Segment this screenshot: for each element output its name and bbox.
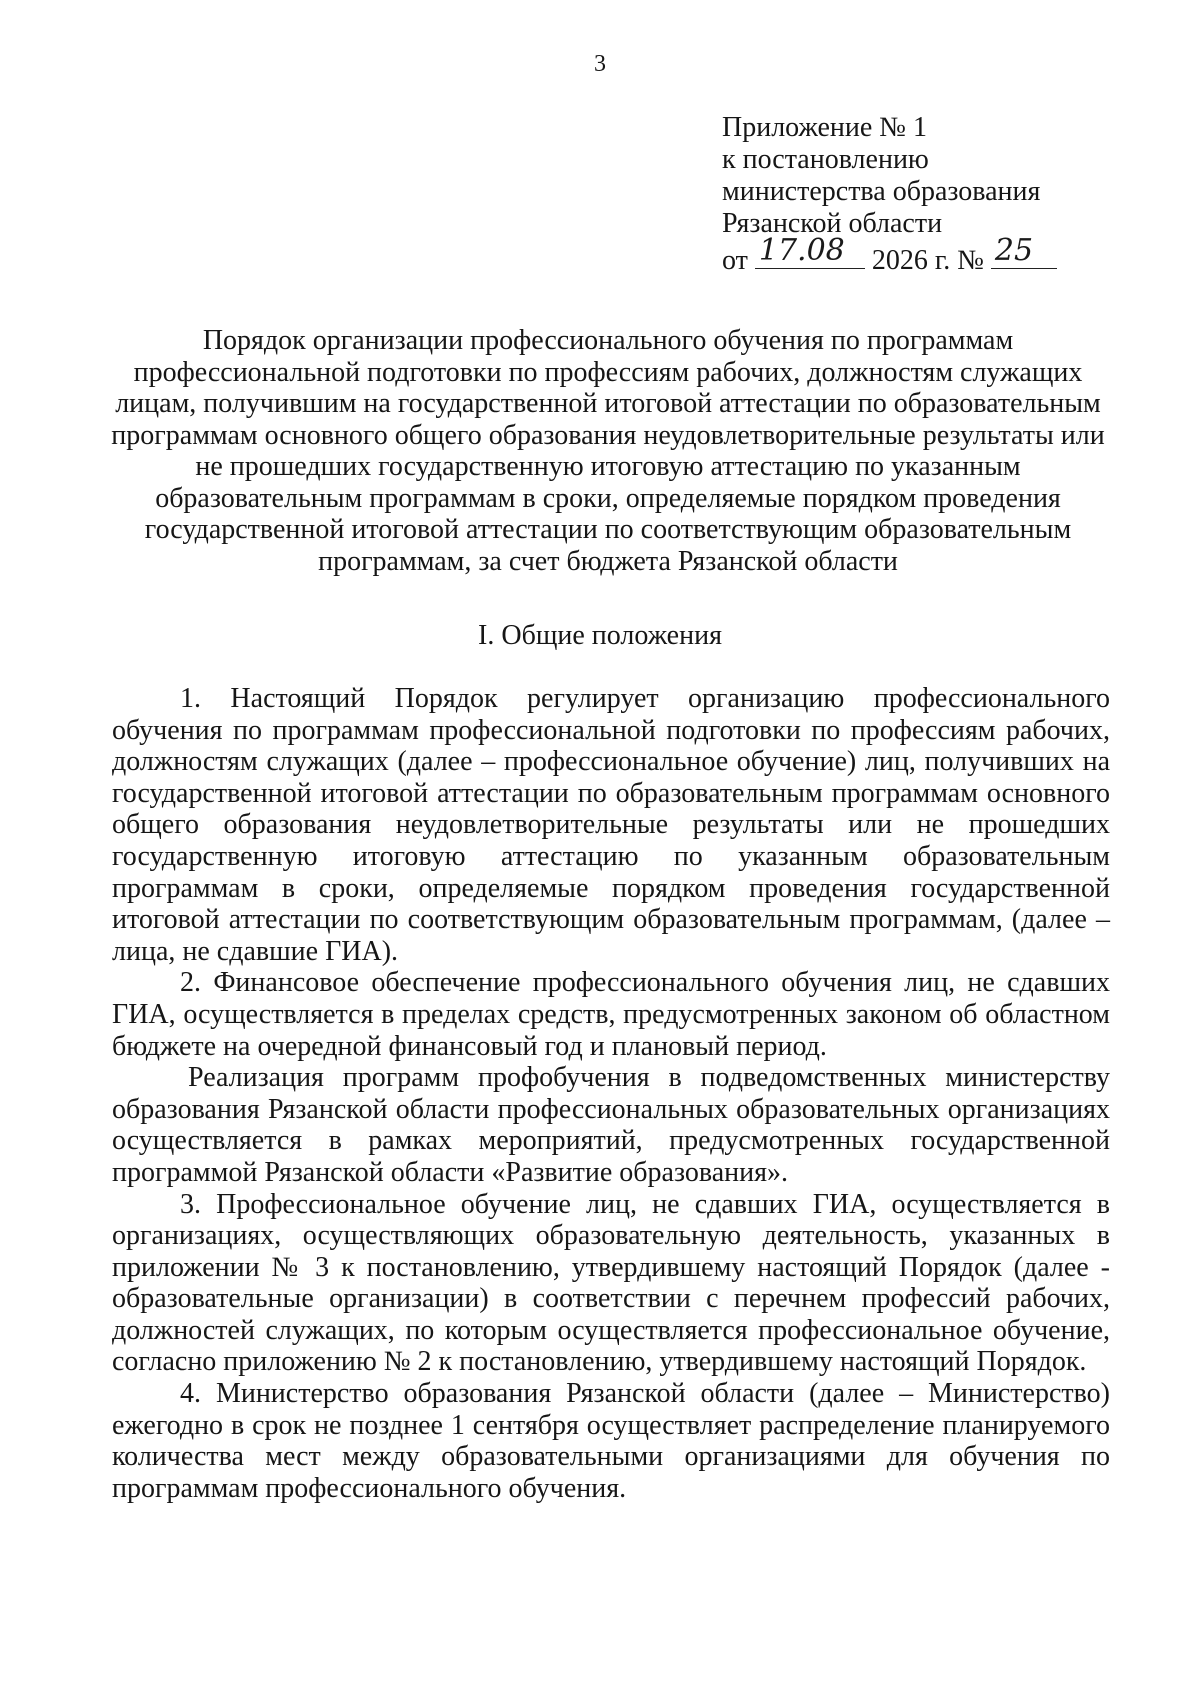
appendix-date-line xyxy=(722,233,1057,277)
paragraph-3: 3. Профессиональное обучение лиц, не сдавших ГИА, осуществляется в организациях, осуществляющих образовательную деятельность, указанных в приложении № 3 к постановлению, утвердившему настоящий Порядок (далее - образовательные организации) в соответствии с перечнем профессий рабочих, должностей служащих, по которым осуществляется профессиональное обучение, согласно приложению № 2 к постановлению, утвердившему настоящий Порядок. xyxy=(112,1188,1110,1378)
section-heading: I. Общие положения xyxy=(478,620,722,651)
appendix-line-4: Рязанской области xyxy=(722,208,943,239)
appendix-line-2: к постановлению xyxy=(722,144,929,175)
body-text xyxy=(112,683,1110,1504)
appendix-line-1: Приложение № 1 xyxy=(722,112,927,143)
year-number-label: 2026 г. № xyxy=(871,245,984,276)
document-title: Порядок организации профессионального обучения по программам профессиональной подготовки по профессиям рабочих, должностям служащих лицам, получившим на государственной итоговой аттестации по образовательным программам основного общего образования неудовлетворительные результаты или не прошедших государственную итоговую аттестацию по указанным образовательным программам в сроки, определяемые порядком проведения государственной итоговой аттестации по соответствующим образовательным программам, за счет бюджета Рязанской области xyxy=(111,325,1105,577)
number-field xyxy=(991,233,1057,269)
handwritten-number: 25 xyxy=(994,233,1034,268)
appendix-block xyxy=(722,112,1057,277)
appendix-line-3: министерства образования xyxy=(722,176,1041,207)
handwritten-date: 17.08 xyxy=(758,233,845,268)
paragraph-4: 4. Министерство образования Рязанской области (далее – Министерство) ежегодно в срок не позднее 1 сентября осуществляет распределение планируемого количества мест между образовательными организациями для обучения по программам профессионального обучения. xyxy=(112,1378,1110,1504)
date-prefix: от xyxy=(722,245,748,276)
paragraph-2-continuation: Реализация программ профобучения в подведомственных министерству образования Рязанской области профессиональных образовательных организациях осуществляется в рамках мероприятий, предусмотренных государственной программой Рязанской области «Развитие образования». xyxy=(112,1062,1110,1188)
paragraph-2: 2. Финансовое обеспечение профессионального обучения лиц, не сдавших ГИА, осуществляется в пределах средств, предусмотренных законом об областном бюджете на очередной финансовый год и плановый период. xyxy=(112,967,1110,1062)
page-number: 3 xyxy=(594,51,606,77)
paragraph-1: 1. Настоящий Порядок регулирует организацию профессионального обучения по программам профессиональной подготовки по профессиям рабочих, должностям служащих (далее – профессиональное обучение) лиц, получивших на государственной итоговой аттестации по образовательным программам основного общего образования неудовлетворительные результаты или не прошедших государственную итоговую аттестацию по указанным образовательным программам в сроки, определяемые порядком проведения государственной итоговой аттестации по соответствующим образовательным программам, (далее – лица, не сдавшие ГИА). xyxy=(112,683,1110,967)
date-field xyxy=(755,233,865,269)
